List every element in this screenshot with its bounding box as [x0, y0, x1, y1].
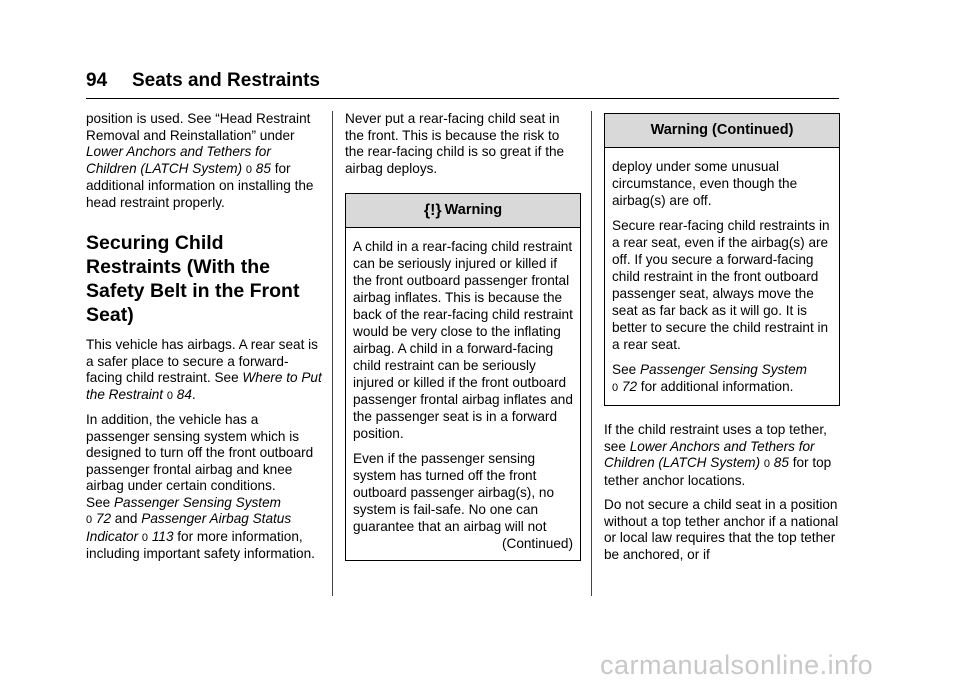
warning-box-continued — [604, 113, 840, 406]
page-ref-arrow-icon: 0 — [166, 389, 173, 402]
page-number-link[interactable]: 85 — [255, 160, 271, 176]
paragraph: This vehicle has airbags. A rear seat is a safer place to secure a forward-facing child restraint. See Where to Put the Restraint 0 84. — [86, 337, 322, 402]
page-number-link[interactable]: 113 — [151, 528, 174, 544]
page-number-link[interactable]: 85 — [773, 455, 789, 470]
header-rule — [86, 98, 839, 99]
continued-label: (Continued) — [501, 536, 573, 551]
warning-paragraph: A child in a rear-facing child restraint can be seriously injured or killed if the front outboard passenger frontal airbag inflates. This is because the back of the rear-facing child restraint would be very close to the inflating airbag. A child in a forward-facing child restraint can be seriously injured or killed if the front outboard passenger frontal airbag inflates and the passenger seat is in a forward position. — [353, 239, 573, 441]
column-divider — [332, 111, 333, 596]
cross-reference-link[interactable]: Passenger Airbag Status Indicator — [86, 511, 292, 544]
cross-reference-link[interactable]: Passenger Sensing System — [639, 362, 807, 377]
column-divider — [591, 111, 592, 596]
page-number: 94 — [86, 70, 108, 91]
section-title: Seats and Restraints — [132, 70, 320, 91]
watermark: carmanualsonline.info — [600, 650, 874, 680]
column-1 — [86, 111, 322, 571]
warning-paragraph: Even if the passenger sensing system has turned off the front outboard passenger airbag(s), no system is fail-safe. No one can guarantee that an airbag will not — [353, 451, 555, 534]
warning-title: Warning (Continued) — [605, 114, 839, 148]
warning-paragraph: deploy under some unusual circumstance, even though the airbag(s) are off. — [612, 159, 798, 208]
warning-icon: {!} — [423, 202, 442, 219]
section-heading: Securing Child Restraints (With the Safety Belt in the Front Seat) — [86, 232, 300, 326]
page-ref-arrow-icon: 0 — [245, 163, 253, 176]
column-2 — [345, 111, 581, 561]
page-number-link[interactable]: 84 — [176, 386, 192, 402]
warning-title-bar — [346, 194, 580, 228]
page-ref-arrow-icon: 0 — [612, 382, 619, 394]
warning-paragraph: Secure rear-facing child restraints in a rear seat, even if the airbag(s) are off. If you secure a forward-facing child restraint in the front outboard passenger seat, always move the seat as far back as it will go. It is better to secure the child restraint in a rear seat. — [612, 218, 830, 352]
paragraph: position is used. See “Head Restraint Removal and Reinstallation” under Lower Anchors and Tethers for Children (LATCH System) 0 85 for additional information on installing the head restraint properly. — [86, 111, 314, 210]
page-ref-arrow-icon: 0 — [763, 458, 771, 470]
page-number-link[interactable]: 72 — [621, 379, 638, 394]
paragraph: Never put a rear-facing child seat in the front. This is because the risk to the rear-facing child is so great if the airbag deploys. — [345, 111, 565, 176]
cross-reference-link[interactable]: Passenger Sensing System — [113, 494, 281, 510]
warning-body — [346, 228, 580, 560]
cross-reference-link[interactable]: Lower Anchors and Tethers for Children (LATCH System) — [86, 144, 271, 176]
warning-body — [605, 148, 839, 405]
paragraph: In addition, the vehicle has a passenger sensing system which is designed to turn off the front outboard passenger frontal airbag and knee airbag under certain conditions. See Passenger Sensing System 0 72 and Passenger Airbag Status Indicator 0 113 for more information, including important safety information. — [86, 412, 315, 561]
page-ref-arrow-icon: 0 — [86, 514, 93, 526]
page-number-link[interactable]: 72 — [95, 511, 112, 526]
paragraph: If the child restraint uses a top tether, see Lower Anchors and Tethers for Children (LATCH System) 0 85 for top tether anchor locations. — [604, 422, 832, 488]
page-ref-arrow-icon: 0 — [141, 531, 149, 544]
cross-reference-link[interactable]: Where to Put the Restraint — [86, 370, 322, 402]
cross-reference-link[interactable]: Lower Anchors and Tethers for Children (LATCH System) — [604, 438, 815, 470]
column-3 — [604, 111, 840, 571]
paragraph: Do not secure a child seat in a position without a top tether anchor if a national or local law requires that the top tether be anchored, or if — [604, 497, 839, 562]
warning-title: Warning — [444, 202, 503, 218]
page-header — [86, 70, 839, 92]
warning-box — [345, 193, 581, 561]
warning-paragraph: See Passenger Sensing System 0 72 for additional information. — [612, 362, 807, 394]
